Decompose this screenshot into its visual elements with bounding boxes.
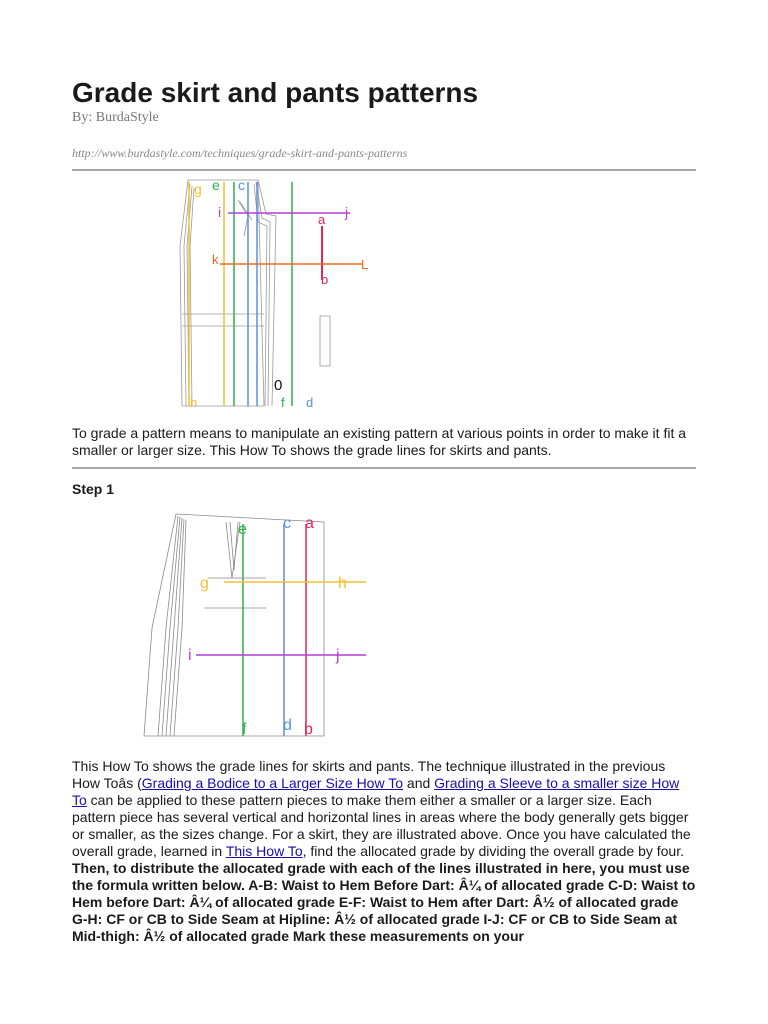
label-f: f [281, 395, 285, 410]
source-url: http://www.burdastyle.com/techniques/grade-skirt-and-pants-patterns [72, 146, 408, 160]
skirt-pattern-outline [144, 514, 324, 736]
label-c: c [238, 177, 245, 193]
label-d: d [283, 717, 292, 734]
skirt-pattern-figure [116, 508, 376, 744]
label-e: e [212, 177, 220, 193]
link-this-how-to[interactable]: This How To [225, 843, 303, 859]
label-a: a [305, 515, 314, 532]
link-grading-bodice[interactable]: Grading a Bodice to a Larger Size How To [141, 775, 404, 791]
body-paragraph [72, 758, 696, 945]
formula-text: Then, to distribute the allocated grade with each of the lines illustrated in here, you must use the formula written below. A-B: Waist to Hem Before Dart: Â¼ of allocated grade C-D: Waist to Hem before Dart: Â¼ of allocated grade E-F: Waist to Hem after Dart: Â½ of allocated grade G-H: CF or CB to Side Seam at Hipline: Â½ of allocated grade I-J: CF or CB to Side Seam at Mid-thigh: Â½ of allocated grade Mark these measurements on your [72, 860, 696, 944]
body-text: , find the allocated grade by dividing the overall grade by four. [302, 843, 684, 859]
body-text: and [403, 775, 435, 791]
page-title: Grade skirt and pants patterns [72, 77, 479, 108]
divider [72, 467, 696, 469]
label-i: i [188, 647, 192, 664]
label-g: g [194, 181, 202, 197]
label-b: b [321, 272, 329, 287]
label-f: f [242, 721, 247, 738]
label-c: c [283, 515, 291, 532]
label-d: d [306, 395, 314, 410]
pants-pattern-figure [140, 176, 380, 412]
label-g: g [200, 575, 209, 592]
body-text: can be applied to these pattern pieces to make them either a smaller or a larger size. Each pattern piece has several vertical and horizontal lines in areas where the body generally gets bigger or smaller, as the sizes change. For a skirt, they are illustrated above. Once you have calculated the overall grade, learned in [72, 792, 691, 859]
label-j: j [345, 204, 349, 220]
intro-paragraph: To grade a pattern means to manipulate an existing pattern at various points in order to make it fit a smaller or larger size. This How To shows the grade lines for skirts and pants. [72, 425, 687, 458]
body-text: This How To shows the grade lines for skirts and pants. The technique illustrated in the previous How Toâs ( [72, 758, 666, 791]
label-i: i [218, 204, 222, 220]
link-grading-sleeve[interactable]: Grading a Sleeve to a smaller size How To [72, 775, 680, 808]
label-e: e [238, 521, 247, 538]
divider [72, 169, 696, 171]
label-zero: 0 [274, 377, 283, 394]
label-b: b [304, 721, 313, 738]
label-h: h [338, 575, 347, 592]
step-heading: Step 1 [72, 481, 115, 497]
label-j: j [336, 647, 340, 664]
label-h: h [190, 395, 198, 410]
label-a: a [318, 212, 326, 227]
pants-pattern-outline [180, 180, 330, 406]
label-L: L [361, 257, 369, 272]
label-k: k [212, 252, 219, 267]
byline: By: BurdaStyle [72, 110, 159, 125]
